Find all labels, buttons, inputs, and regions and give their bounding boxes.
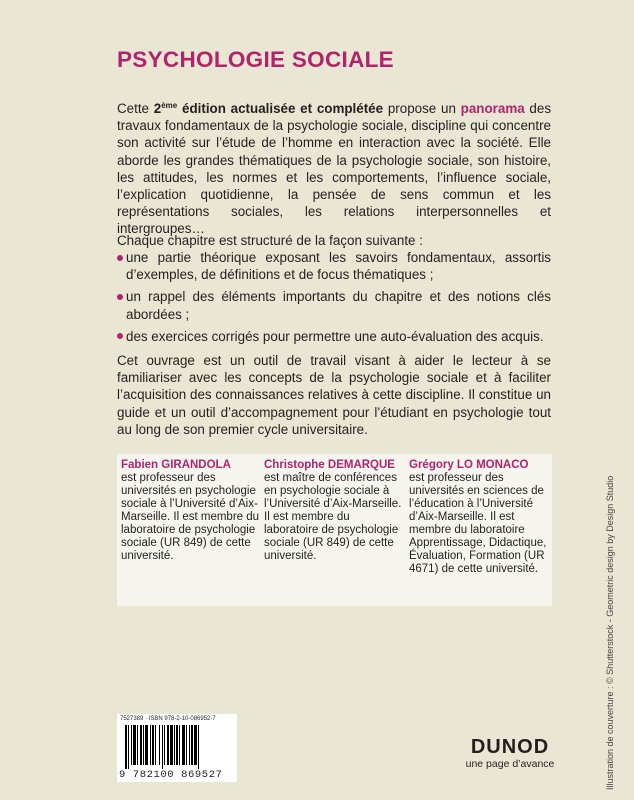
barcode-bar xyxy=(150,725,151,765)
structure-intro: Chaque chapitre est structuré de la façon suivante : xyxy=(117,233,423,248)
edition-number: 2 xyxy=(153,101,162,116)
list-item-text: une partie théorique exposant les savoirs fondamentaux, assortis d’exemples, de définitions et de focus thématiques ; xyxy=(126,250,551,283)
intro-paragraph xyxy=(117,100,551,238)
barcode-bar xyxy=(176,725,178,765)
structure-list xyxy=(117,249,551,350)
barcode-bar xyxy=(170,725,173,765)
list-item xyxy=(117,249,551,283)
barcode-bar xyxy=(167,725,169,765)
barcode-bar xyxy=(164,725,165,765)
publisher-name: DUNOD xyxy=(470,736,550,758)
list-item-text: un rappel des éléments importants du chapitre et des notions clés abordées ; xyxy=(126,289,551,322)
intro-text-mid: propose un xyxy=(383,101,461,116)
barcode-bar xyxy=(155,725,156,765)
cover-credit-text: Illustration de couverture : © Shutterstock - Geometric design by Design Studio xyxy=(605,475,615,790)
barcode-reference: 7527389 · ISBN 978-2-10-086952-7 xyxy=(120,716,216,722)
barcode-bar xyxy=(198,725,199,769)
barcode-bar xyxy=(162,725,163,769)
author-bio: est professeur des universités en psychologie sociale à l’Université d’Aix-Marseille. Il est membre du laboratoire de psychologie sociale (UR 849) de cette université. xyxy=(121,472,260,562)
list-item xyxy=(117,288,551,322)
barcode-bar xyxy=(131,725,132,765)
bullet-dot-icon xyxy=(117,333,123,339)
author-card xyxy=(121,459,261,563)
author-name: Christophe DEMARQUE xyxy=(264,459,395,471)
edition-highlight xyxy=(154,101,383,116)
barcode-icon xyxy=(125,725,229,769)
barcode-bar xyxy=(133,725,136,765)
intro-text-end: des travaux fondamentaux de la psychologie sociale, discipline qui concentre son activité sur l’étude de l’homme en interaction avec la société. Elle aborde les grandes thématiques de la psychologie sociale, son histoire, les attitudes, les normes et les comportements, l’influence sociale, l’explication quotidienne, la pensée de sens commun et les représentations sociales, les relations interpersonnelles et intergroupes… xyxy=(117,101,552,237)
barcode-bar xyxy=(186,725,187,765)
barcode-bar xyxy=(182,725,185,765)
list-item-text: des exercices corrigés pour permettre une auto-évaluation des acquis. xyxy=(126,328,544,344)
barcode-bar xyxy=(194,725,197,765)
barcode-bar xyxy=(137,725,138,765)
author-card xyxy=(409,459,549,576)
book-title: PSYCHOLOGIE SOCIALE xyxy=(117,47,394,72)
barcode-bar xyxy=(140,725,142,765)
barcode-bar xyxy=(159,725,160,765)
list-item xyxy=(117,328,551,345)
barcode-bar xyxy=(174,725,175,765)
barcode-bar xyxy=(143,725,144,765)
barcode-bar xyxy=(152,725,154,765)
barcode-bar xyxy=(128,725,129,769)
barcode-bar xyxy=(189,725,190,765)
barcode-bar xyxy=(179,725,180,765)
author-bio: est professeur des universités en sciences de l’éducation à l’Université d’Aix-Marseille. Il est membre du laboratoire Apprentissage, Didactique, Évaluation, Formation (UR 4671) de cette université. xyxy=(409,472,547,575)
barcode-bar xyxy=(125,725,127,769)
author-card xyxy=(264,459,406,563)
author-bio: est maître de conférences en psychologie sociale à l’Université d’Aix-Marseille. Il est membre du laboratoire de psychologie sociale (UR 849) de cette université. xyxy=(264,472,402,562)
isbn-barcode xyxy=(117,714,237,782)
bullet-dot-icon xyxy=(117,255,123,261)
publisher-logo xyxy=(462,736,558,770)
panorama-highlight: panorama xyxy=(460,101,525,116)
edition-text: édition actualisée et complétée xyxy=(177,101,384,116)
outro-paragraph: Cet ouvrage est un outil de travail visant à aider le lecteur à se familiariser avec les concepts de la psychologie sociale et à faciliter l’acquisition des connaissances relatives à cette discipline. Il constitue un guide et un outil d’accompagnement pour l’étudiant en psychologie tout au long de son premier cycle universitaire. xyxy=(117,353,551,437)
edition-superscript: ème xyxy=(161,101,178,110)
barcode-bar xyxy=(191,725,193,765)
intro-text-start: Cette xyxy=(117,101,154,116)
authors-panel xyxy=(117,454,552,606)
bullet-dot-icon xyxy=(117,294,123,300)
author-name: Grégory LO MONACO xyxy=(409,459,529,471)
barcode-bar xyxy=(145,725,148,765)
barcode-digits: 9 782100 869527 xyxy=(119,769,223,781)
publisher-tagline: une page d’avance xyxy=(465,758,555,770)
cover-credit xyxy=(604,420,624,790)
author-name: Fabien GIRANDOLA xyxy=(121,459,231,471)
